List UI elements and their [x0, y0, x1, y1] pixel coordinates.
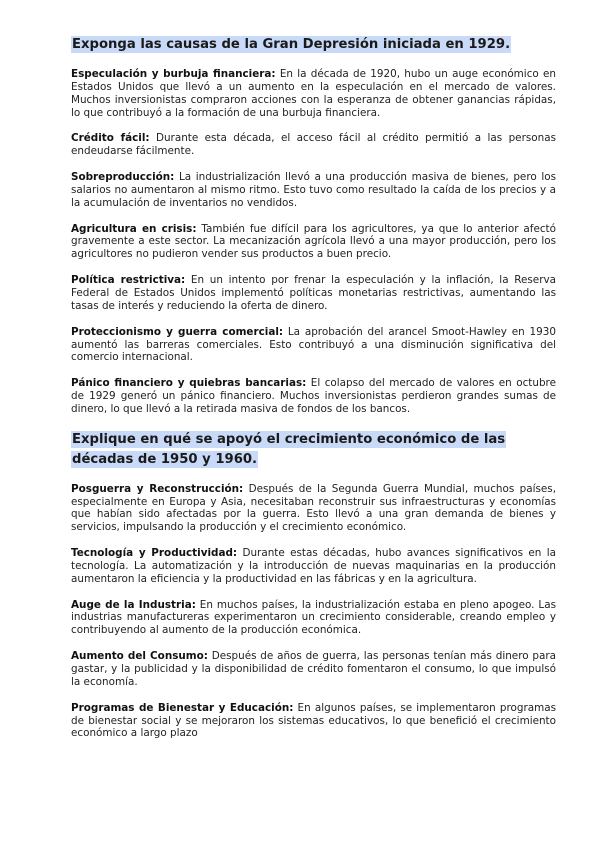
- paragraph-text: Después de la Segunda Guerra Mundial, muchos países, especialmente en Europa y Asia, necesitaban reconstruir sus infraestructuras y economías que habían sido afectadas por la guerra. Esto llevó a una gran demanda de bienes y servicios, impulsando la producción y el crecimiento económico.: [71, 482, 557, 534]
- paragraph-label: Agricultura en crisis:: [71, 222, 197, 235]
- paragraph-label: Política restrictiva:: [71, 274, 186, 287]
- paragraph-label: Especulación y burbuja financiera:: [71, 68, 276, 80]
- paragraph-label: Programas de Bienestar y Educación:: [71, 701, 294, 714]
- paragraph-text: Durante esta década, el acceso fácil al crédito permitió a las personas endeudarse fácilmente.: [71, 132, 556, 158]
- paragraph-label: Sobreproducción:: [71, 171, 175, 184]
- paragraph-label: Proteccionismo y guerra comercial:: [71, 325, 284, 338]
- paragraph: [71, 171, 556, 210]
- paragraph-text: Durante estas décadas, hubo avances significativos en la tecnología. La automatización y la introducción de nuevas maquinarias en la producción aumentaron la eficiencia y la productividad en las fábricas y en la agricultura.: [71, 547, 556, 585]
- paragraph-text: En algunos países, se implementaron programas de bienestar social y se mejoraron los sistemas educativos, lo que benefició el crecimiento económico a largo plazo: [71, 701, 557, 740]
- paragraph-label: Pánico financiero y quiebras bancarias:: [71, 377, 307, 390]
- paragraph-text: Después de años de guerra, las personas tenían más dinero para gastar, y la publicidad y la disponibilidad de crédito fomentaron el consumo, lo que impulsó la economía.: [71, 650, 556, 688]
- paragraph: [71, 702, 556, 741]
- paragraph-text: En la década de 1920, hubo un auge económico en Estados Unidos que llevó a un aumento en la especulación en el mercado de valores. Muchos inversionistas compraron acciones con la esperanza de obtener ganancias rápidas, lo que contribuyó a la formación de una burbuja financiera.: [71, 68, 556, 119]
- paragraph-label: Aumento del Consumo:: [71, 650, 208, 663]
- paragraph-text: En un intento por frenar la especulación y la inflación, la Reserva Federal de Estados Unidos implementó políticas monetarias restrictivas, aumentando las tasas de interés y reduciendo la oferta de dinero.: [71, 274, 556, 312]
- paragraph-text: El colapso del mercado de valores en octubre de 1929 generó un pánico financiero. Muchos inversionistas perdieron grandes sumas de dinero, lo que llevó a la retirada masiva de fondos de los bancos.: [71, 377, 556, 415]
- paragraph-text: También fue difícil para los agricultores, ya que lo anterior afectó gravemente a este sector. La mecanización agrícola llevó a una mayor producción, pero los agricultores no pudieron vender sus productos a buen precio.: [71, 222, 556, 261]
- section-1-heading-wrap: [71, 34, 556, 54]
- paragraph-label: Posguerra y Reconstrucción:: [71, 482, 244, 495]
- paragraph: [71, 68, 556, 119]
- section-2-heading: Explique en qué se apoyó el crecimiento económico de las décadas de 1950 y 1960.: [72, 431, 506, 467]
- paragraph: [71, 377, 556, 416]
- paragraph: [71, 274, 556, 313]
- section-2-heading-wrap: [71, 429, 556, 469]
- paragraph: [71, 650, 556, 689]
- paragraph: [71, 483, 556, 534]
- paragraph-text: La aprobación del arancel Smoot-Hawley en 1930 aumentó las barreras comerciales. Esto contribuyó a una disminución significativa del comercio internacional.: [71, 325, 556, 364]
- paragraph-label: Crédito fácil:: [71, 132, 150, 145]
- paragraph: [71, 132, 556, 158]
- paragraph: [71, 599, 556, 638]
- paragraph: [71, 223, 556, 262]
- paragraph-label: Auge de la Industria:: [71, 598, 196, 611]
- paragraph-text: En muchos países, la industrialización estaba en pleno apogeo. Las industrias manufactureras experimentaron un crecimiento considerable, creando empleo y contribuyendo al aumento de la producción económica.: [71, 598, 557, 637]
- paragraph: [71, 547, 556, 586]
- section-1-heading: Exponga las causas de la Gran Depresión iniciada en 1929.: [72, 37, 511, 52]
- paragraph-text: La industrialización llevó a una producción masiva de bienes, pero los salarios no aumentaron al mismo ritmo. Esto tuvo como resultado la caída de los precios y a la acumulación de inventarios no vendidos.: [71, 171, 556, 209]
- paragraph: [71, 326, 556, 365]
- paragraph-label: Tecnología y Productividad:: [71, 547, 238, 560]
